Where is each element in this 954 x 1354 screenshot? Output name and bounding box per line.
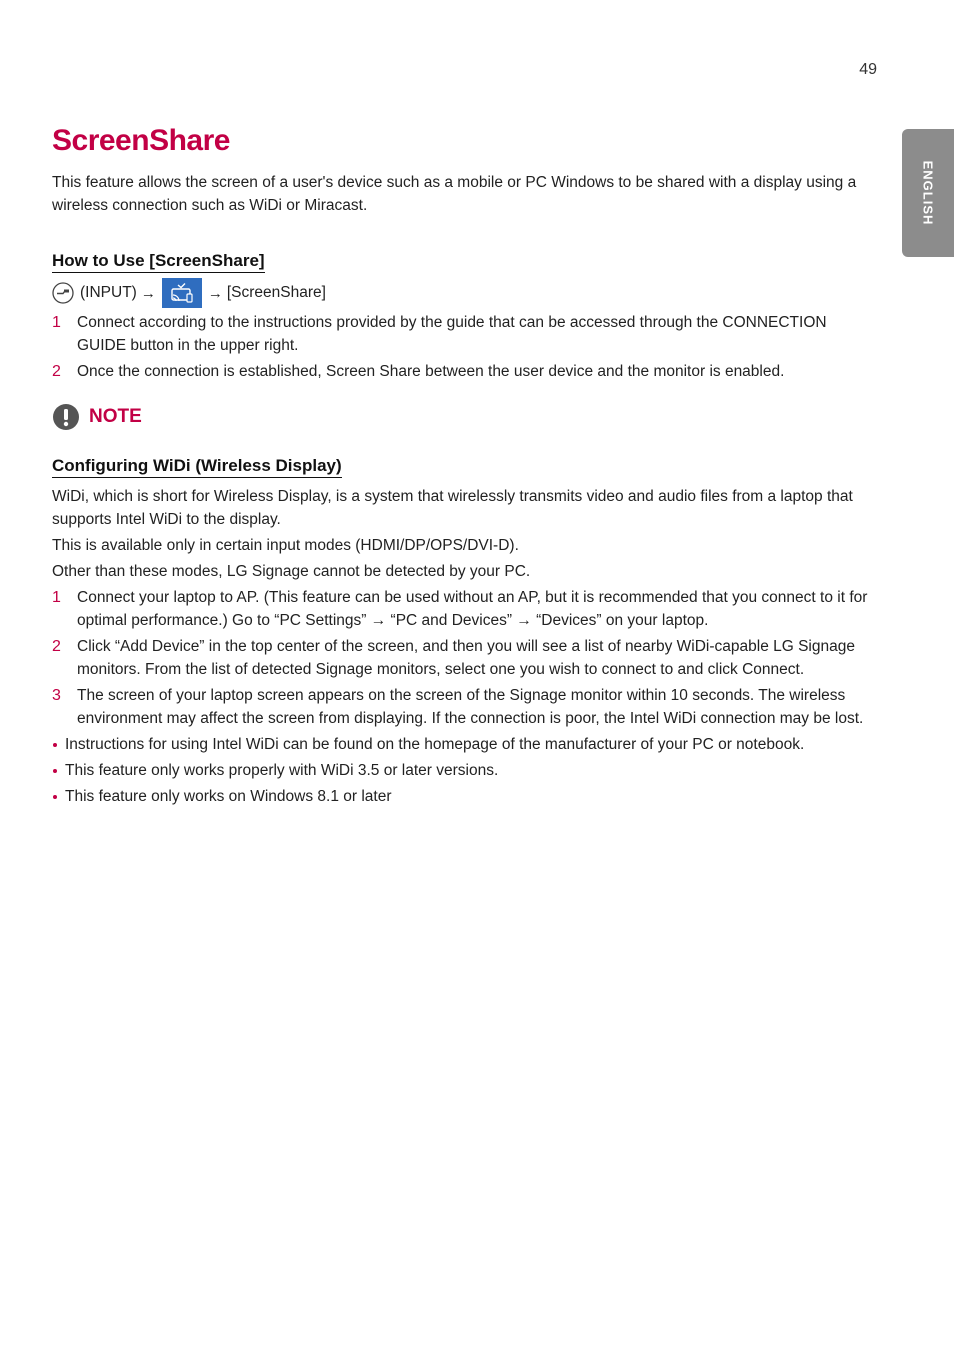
widi-bullets — [52, 733, 878, 808]
screenshare-label: [ScreenShare] — [226, 284, 326, 301]
step-text: Once the connection is established, Screen Share between the user device and the monitor is enabled. — [77, 363, 785, 380]
page-content — [52, 124, 878, 808]
list-item — [52, 635, 878, 681]
widi-heading: Configuring WiDi (Wireless Display) — [52, 455, 342, 478]
bullet-item: Instructions for using Intel WiDi can be found on the homepage of the manufacturer of your PC or notebook. — [52, 733, 878, 756]
step-number: 1 — [52, 314, 61, 331]
bullet-item: This feature only works on Windows 8.1 or later — [52, 785, 878, 808]
how-to-steps — [52, 311, 878, 383]
note-block — [52, 401, 878, 433]
screenshare-icon — [162, 278, 202, 308]
intro-paragraph: This feature allows the screen of a user's device such as a mobile or PC Windows to be shared with a display using a wireless connection such as WiDi or Miracast. — [52, 174, 857, 214]
how-to-heading: How to Use [ScreenShare] — [52, 250, 265, 273]
exclamation-icon — [52, 403, 80, 431]
widi-steps — [52, 586, 878, 730]
note-label: NOTE — [89, 406, 142, 427]
widi-paragraph: WiDi, which is short for Wireless Display, is a system that wirelessly transmits video and audio files from a laptop that supports Intel WiDi to the display. — [52, 488, 853, 528]
page-title: ScreenShare — [52, 124, 230, 157]
step-number: 2 — [52, 638, 61, 655]
widi-paragraph: Other than these modes, LG Signage cannot be detected by your PC. — [52, 563, 531, 580]
list-item — [52, 684, 878, 730]
list-item — [52, 360, 878, 383]
arrow-icon: → — [207, 284, 223, 302]
bullet-item: This feature only works properly with WiDi 3.5 or later versions. — [52, 759, 878, 782]
list-item — [52, 311, 878, 357]
step-text: Click “Add Device” in the top center of the screen, and then you will see a list of nearby WiDi-capable LG Signage monitors. From the list of detected Signage monitors, select one you wish to connect to and click Connect. — [77, 638, 855, 678]
step-text: The screen of your laptop screen appears on the screen of the Signage monitor within 10 seconds. The wireless environment may affect the screen from displaying. If the connection is poor, the Intel WiDi connection may be lost. — [77, 687, 864, 727]
menu-path — [52, 278, 878, 308]
step-text: Connect your laptop to AP. (This feature can be used without an AP, but it is recommended that you connect to it for optimal performance.) Go to “PC Settings” → “PC and Devices” → “Devices” on your laptop. — [77, 589, 868, 629]
language-tab — [902, 129, 954, 257]
step-number: 3 — [52, 687, 61, 704]
language-tab-label: ENGLISH — [920, 160, 936, 226]
step-number: 2 — [52, 363, 61, 380]
widi-paragraph: This is available only in certain input modes (HDMI/DP/OPS/DVI-D). — [52, 537, 519, 554]
step-text: Connect according to the instructions provided by the guide that can be accessed through the CONNECTION GUIDE button in the upper right. — [77, 314, 827, 354]
page-number: 49 — [859, 61, 877, 78]
list-item — [52, 586, 878, 632]
input-label: (INPUT) — [80, 284, 137, 301]
input-button-icon — [52, 282, 74, 304]
step-number: 1 — [52, 589, 61, 606]
arrow-icon: → — [140, 284, 156, 302]
